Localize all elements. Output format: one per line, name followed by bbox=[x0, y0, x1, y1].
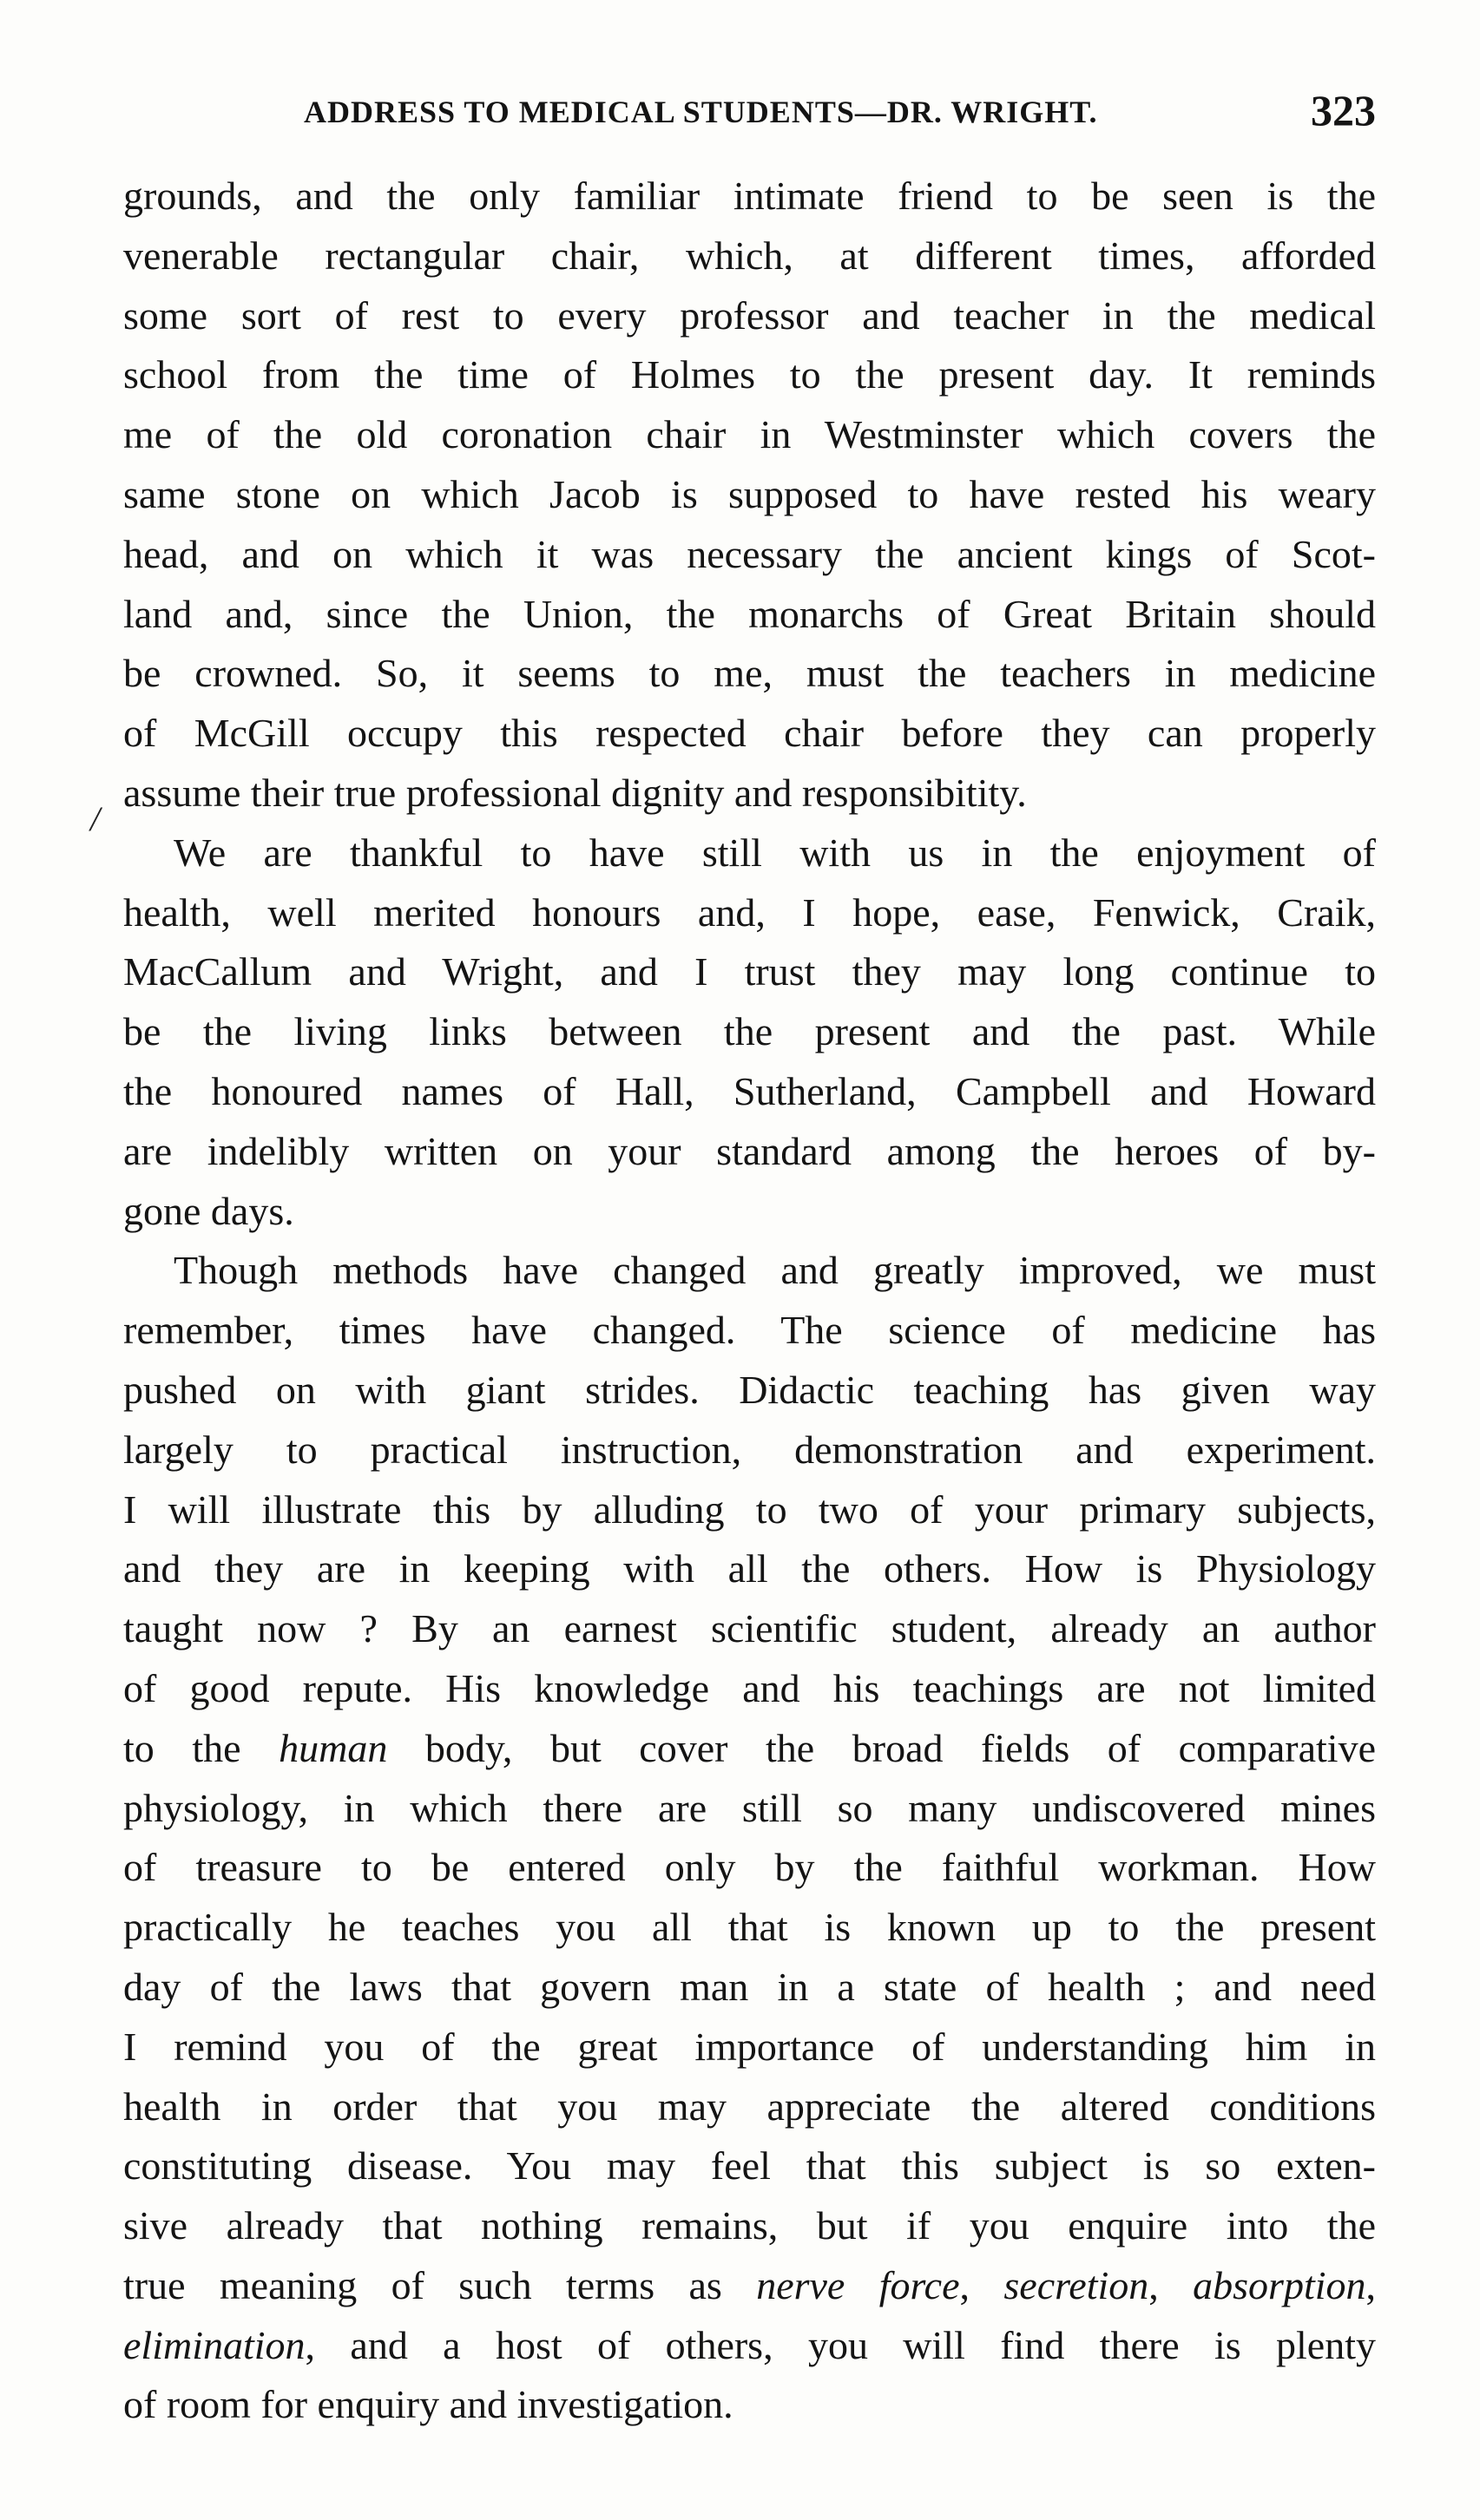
text-line: health, well merited honours and, I hope, ease, Fenwick, Craik, bbox=[123, 889, 1376, 935]
text-line: of McGill occupy this respected chair before they can properly bbox=[123, 711, 1376, 756]
text-line: of good repute. His knowledge and his teachings are not limited bbox=[123, 1665, 1376, 1710]
text-line: assume their true professional dignity and responsibitity. bbox=[123, 770, 1027, 815]
text-line: and they are in keeping with all the others. How is Physiology bbox=[123, 1546, 1376, 1591]
text-line: Though methods have changed and greatly improved, we must bbox=[174, 1248, 1376, 1293]
margin-mark: / bbox=[90, 799, 101, 838]
text-line: largely to practical instruction, demonstration and experiment. bbox=[123, 1427, 1376, 1472]
text-line: head, and on which it was necessary the ancient kings of Scot- bbox=[123, 531, 1376, 576]
text-line: of room for enquiry and investigation. bbox=[123, 2382, 733, 2427]
text-line: physiology, in which there are still so many undiscovered mines bbox=[123, 1785, 1376, 1830]
text-line bbox=[123, 2256, 1376, 2316]
text-line: I will illustrate this by alluding to two of your primary subjects, bbox=[123, 1486, 1376, 1532]
text-line: I remind you of the great importance of understanding him in bbox=[123, 2024, 1376, 2069]
text-line: same stone on which Jacob is supposed to have rested his weary bbox=[123, 471, 1376, 516]
text-line: grounds, and the only familiar intimate friend to be seen is the bbox=[123, 174, 1376, 218]
italic-text: elimination bbox=[123, 2322, 306, 2367]
text-run: , bbox=[1148, 2262, 1194, 2307]
text-run: body, but cover the broad fields of comparative bbox=[387, 1725, 1376, 1770]
text-line: are indelibly written on your standard among the heroes of by- bbox=[123, 1128, 1376, 1173]
text-line: of treasure to be entered only by the faithful workman. How bbox=[123, 1845, 1376, 1890]
text-run: to the bbox=[123, 1725, 280, 1770]
text-line: some sort of rest to every professor and teacher in the medical bbox=[123, 292, 1376, 338]
text-line: health in order that you may appreciate the altered conditions bbox=[123, 2084, 1376, 2129]
page-header bbox=[304, 85, 1376, 146]
text-line: We are thankful to have still with us in the enjoyment of bbox=[174, 830, 1376, 875]
text-line: practically he teaches you all that is known up to the present bbox=[123, 1905, 1376, 1950]
running-title: ADDRESS TO MEDICAL STUDENTS—DR. WRIGHT. bbox=[304, 95, 1098, 129]
italic-text: human bbox=[279, 1725, 388, 1770]
text-line: gone days. bbox=[123, 1188, 294, 1233]
text-run: true meaning of such terms as bbox=[123, 2262, 757, 2307]
text-line bbox=[123, 2316, 1376, 2376]
text-line bbox=[123, 1719, 1376, 1779]
text-run: , bbox=[1365, 2262, 1377, 2307]
italic-text: secretion bbox=[1003, 2262, 1149, 2307]
text-line: pushed on with giant strides. Didactic teaching has given way bbox=[123, 1367, 1376, 1412]
body-text bbox=[123, 167, 1376, 2435]
text-line: taught now ? By an earnest scientific student, already an author bbox=[123, 1606, 1376, 1651]
text-line: venerable rectangular chair, which, at different times, afforded bbox=[123, 233, 1376, 278]
text-line: be crowned. So, it seems to me, must the teachers in medicine bbox=[123, 651, 1376, 696]
text-line: me of the old coronation chair in Westminster which covers the bbox=[123, 412, 1376, 457]
text-line: be the living links between the present and the past. While bbox=[123, 1009, 1376, 1054]
text-line: sive already that nothing remains, but if you enquire into the bbox=[123, 2203, 1376, 2248]
text-line: constituting disease. You may feel that this subject is so exten- bbox=[123, 2143, 1376, 2189]
text-line: the honoured names of Hall, Sutherland, Campbell and Howard bbox=[123, 1068, 1376, 1113]
page-number: 323 bbox=[1311, 86, 1376, 135]
text-line: day of the laws that govern man in a state of health ; and need bbox=[123, 1964, 1376, 2009]
text-run: , bbox=[959, 2262, 1004, 2307]
text-line: remember, times have changed. The science of medicine has bbox=[123, 1308, 1376, 1353]
italic-text: absorption bbox=[1193, 2262, 1366, 2307]
text-line: MacCallum and Wright, and I trust they may long continue to bbox=[123, 949, 1376, 994]
text-run: , and a host of others, you will find there is plenty bbox=[305, 2322, 1376, 2367]
text-line: school from the time of Holmes to the present day. It reminds bbox=[123, 352, 1376, 397]
italic-text: nerve force bbox=[756, 2262, 960, 2307]
text-line: land and, since the Union, the monarchs of Great Britain should bbox=[123, 591, 1376, 636]
